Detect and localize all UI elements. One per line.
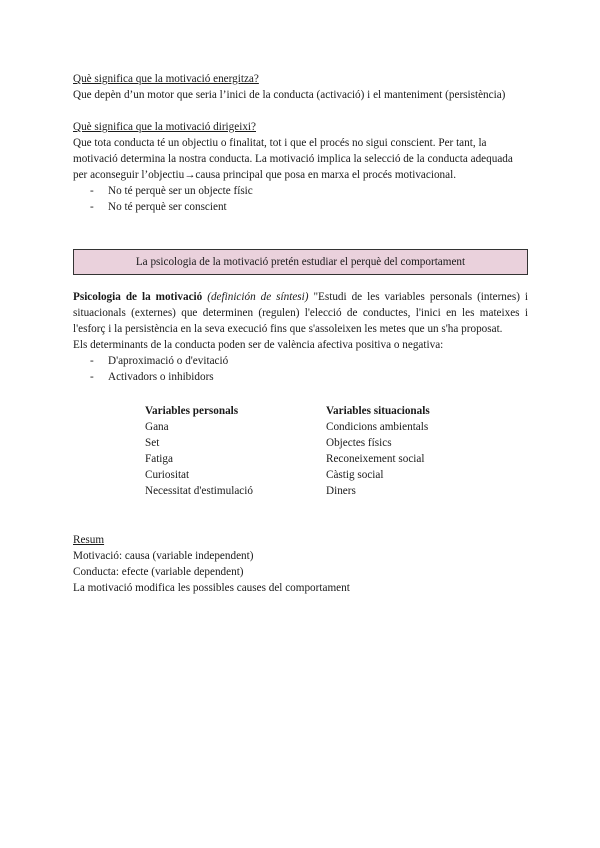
definition-paragraph [73, 289, 528, 337]
summary-section [73, 532, 528, 596]
situational-variables-header: Variables situacionals [326, 405, 430, 417]
definition-note: (definición de síntesi) [207, 291, 309, 303]
variables-table [145, 403, 528, 499]
dash-bullet: - [90, 371, 94, 383]
determinants-intro: Els determinants de la conducta poden ser de valència afectiva positiva o negativa: [73, 339, 444, 351]
summary-line: La motivació modifica les possibles causes del comportament [73, 582, 350, 594]
question-direct: Què significa que la motivació dirigeixi? [73, 121, 256, 133]
definition-text: "Estudi de les variables personals (internes) i situacionals (externes) que determinen (regulen) l'elecció de conductes, l'inici en les mateixes i l'esforç i la persistència en la seva execució fins que s'assoleixen les metes que un s'ha proposat. [73, 291, 529, 335]
list-item: Necessitat d'estimulació [145, 485, 253, 497]
direct-bullet-list [73, 183, 528, 215]
list-item: - D'aproximació o d'evitació [90, 355, 229, 367]
list-item: - No té perquè ser un objecte físic [90, 185, 253, 197]
summary-title: Resum [73, 534, 105, 546]
list-item: Diners [326, 485, 356, 497]
list-item: Objectes físics [326, 437, 392, 449]
answer-direct: Que tota conducta té un objectiu o finalitat, tot i que el procés no sigui conscient. Per tant, la motivació determina la nostra conducta. La motivació implica la selecció de la conducta adequada per aconseguir l’objectiu→causa principal que posa en marxa el procés motivacional. [73, 137, 513, 181]
list-item: Gana [145, 421, 169, 433]
list-item: Curiositat [145, 469, 190, 481]
list-item: Fatiga [145, 453, 173, 465]
dash-bullet: - [90, 201, 94, 213]
answer-energize: Que depèn d’un motor que seria l’inici de la conducta (activació) i el manteniment (persistència) [73, 89, 506, 101]
summary-line: Conducta: efecte (variable dependent) [73, 566, 244, 578]
situational-variables-column [326, 403, 507, 499]
definition-term: Psicologia de la motivació [73, 291, 203, 303]
summary-line: Motivació: causa (variable independent) [73, 550, 254, 562]
personal-variables-header: Variables personals [145, 405, 239, 417]
list-item: Condicions ambientals [326, 421, 429, 433]
list-item: Set [145, 437, 160, 449]
list-item: - Activadors o inhibidors [90, 371, 214, 383]
personal-variables-column [145, 403, 326, 499]
highlight-box: La psicologia de la motivació pretén estudiar el perquè del comportament [73, 249, 528, 275]
list-item: Càstig social [326, 469, 384, 481]
document-page [73, 71, 528, 596]
list-item: - No té perquè ser conscient [90, 201, 227, 213]
question-energize: Què significa que la motivació energitza? [73, 73, 259, 85]
list-item: Reconeixement social [326, 453, 425, 465]
dash-bullet: - [90, 355, 94, 367]
determinants-bullet-list [73, 353, 528, 385]
dash-bullet: - [90, 185, 94, 197]
